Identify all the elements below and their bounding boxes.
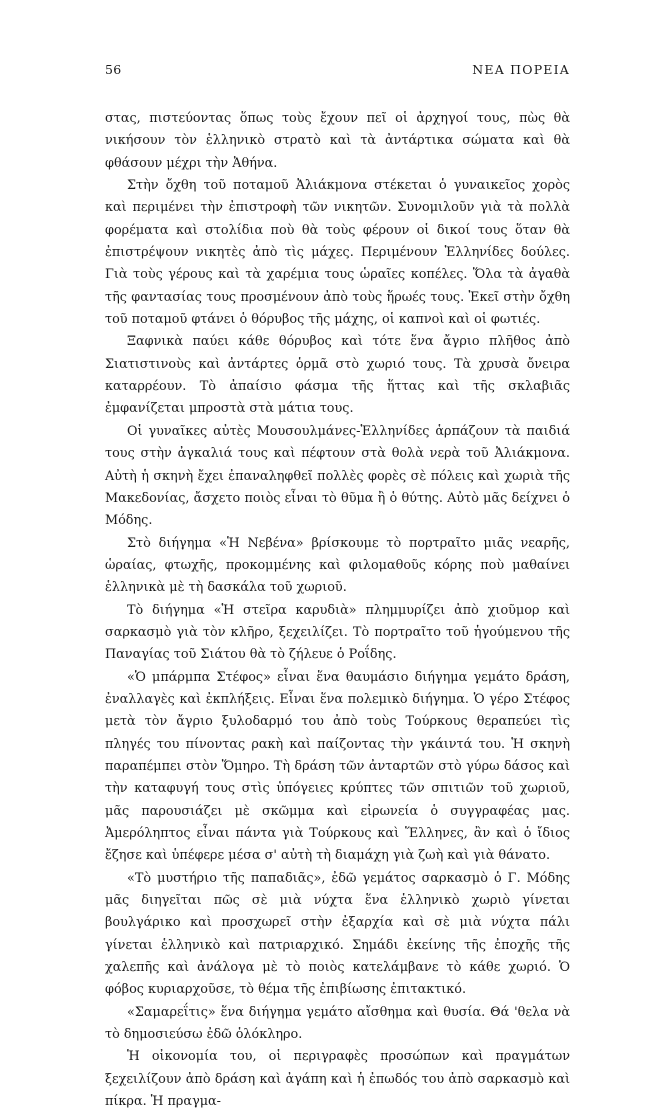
running-head: ΝΕΑ ΠΟΡΕΙΑ: [472, 62, 570, 77]
paragraph: «Ὁ μπάρμπα Στέφος» εἶναι ἕνα θαυμάσιο διήγημα γεμάτο δράση, ἐναλλαγὲς καὶ ἐκπλήξεις. Εἶναι ἕνα πολεμικὸ διήγημα. Ὁ γέρο Στέφος μετὰ τὸν ἄγριο ξυλοδαρμό του ἀπὸ τοὺς Τούρκους θεραπεύει τὶς πληγές του πίνοντας ρακὴ καὶ παίζοντας τὴν γκάιντά του. Ἡ σκηνὴ παραπέμπει στὸν Ὅμηρο. Τὴ δράση τῶν ἀνταρτῶν στὸ γύρω δάσος καὶ τὴν καταφυγή τους στὶς ὑπόγειες κρύπτες τῶν σπιτιῶν τοῦ χωριοῦ, μᾶς παρουσιάζει μὲ σκῶμμα καὶ εἰρωνεία ὁ συγγραφέας μας. Ἀμερόληπτος εἶναι πάντα γιὰ Τούρκους καὶ Ἕλληνες, ἂν καὶ ὁ ἴδιος ἔζησε καὶ ὑπέφερε μέσα σ' αὐτὴ τὴ διαμάχη γιὰ ζωὴ καὶ γιὰ θάνατο.: [105, 669, 570, 864]
paragraph: «Σαμαρεΐτις» ἕνα διήγημα γεμάτο αἴσθημα καὶ θυσία. Θά 'θελα νὰ τὸ δημοσιεύσω ἐδῶ ὁλόκληρο.: [105, 1004, 570, 1043]
page-number: 56: [105, 62, 122, 77]
paragraph: Στὸ διήγημα «Ἡ Νεβένα» βρίσκουμε τὸ πορτραῖτο μιᾶς νεαρῆς, ὡραίας, φτωχῆς, προκομμένης καὶ φιλομαθοῦς κόρης ποὺ μαθαίνει ἑλληνικὰ μὲ τὴ δασκάλα τοῦ χωριοῦ.: [105, 535, 570, 596]
body-text: [105, 108, 570, 1113]
paragraph: «Τὸ μυστήριο τῆς παπαδιᾶς», ἐδῶ γεμάτος σαρκασμὸ ὁ Γ. Μόδης μᾶς διηγεῖται πῶς σὲ μιὰ νύχτα ἕνα ἑλληνικὸ χωριὸ γίνεται βουλγάρικο καὶ προσχωρεῖ στὴν ἐξαρχία καὶ σὲ μιὰ νύχτα πάλι γίνεται ἑλληνικὸ καὶ πατριαρχικό. Σημάδι ἐκείνης τῆς ἐποχῆς τῆς χαλεπῆς καὶ ἀνάλογα μὲ τὸ ποιὸς κατελάμβανε τὸ κάθε χωριό. Ὁ φόβος κυριαρχοῦσε, τὸ θέμα τῆς ἐπιβίωσης ἐπιτακτικό.: [105, 870, 570, 998]
page-header: [105, 62, 570, 80]
paragraph: Τὸ διήγημα «Ἡ στεῖρα καρυδιὰ» πλημμυρίζει ἀπὸ χιοῦμορ καὶ σαρκασμὸ γιὰ τὸν κλῆρο, ξεχειλίζει. Τὸ πορτραῖτο τοῦ ἡγούμενου τῆς Παναγίας τοῦ Σιάτου θὰ τὸ ζήλευε ὁ Ροΐδης.: [105, 602, 570, 663]
paragraph: Ξαφνικὰ παύει κάθε θόρυβος καὶ τότε ἕνα ἄγριο πλῆθος ἀπὸ Σιατιστινοὺς καὶ ἀντάρτες ὁρμᾶ στὸ χωριό τους. Τὰ χρυσὰ ὄνειρα καταρρέουν. Τὸ ἀπαίσιο φάσμα τῆς ἥττας καὶ τῆς σκλαβιᾶς ἐμφανίζεται μπροστὰ στὰ μάτια τους.: [105, 334, 570, 417]
paragraph: Στὴν ὄχθη τοῦ ποταμοῦ Ἀλιάκμονα στέκεται ὁ γυναικεῖος χορὸς καὶ περιμένει τὴν ἐπιστροφὴ τῶν νικητῶν. Συνομιλοῦν γιὰ τὰ πολλὰ φορέματα καὶ στολίδια ποὺ θὰ τοὺς φέρουν οἱ δικοί τους ὅταν θὰ ἐπιστρέψουν νικητὲς ἀπὸ τὶς μάχες. Περιμένουν Ἑλληνίδες δούλες. Γιὰ τοὺς γέρους καὶ τὰ χαρέμια τους ὡραῖες κοπέλες. Ὅλα τὰ ἀγαθὰ τῆς φαντασίας τους προσμένουν ἀπὸ τοὺς ἥρωές τους. Ἐκεῖ στὴν ὄχθη τοῦ ποταμοῦ φτάνει ὁ θόρυβος τῆς μάχης, οἱ καπνοὶ καὶ οἱ φωτιές.: [105, 178, 570, 328]
paragraph: Ἡ οἰκονομία του, οἱ περιγραφὲς προσώπων καὶ πραγμάτων ξεχειλίζουν ἀπὸ δράση καὶ ἀγάπη καὶ ἡ ἐπωδός του ἀπὸ σαρκασμὸ καὶ πίκρα. Ἡ πραγμα-: [105, 1049, 570, 1110]
paragraph: Οἱ γυναῖκες αὐτὲς Μουσουλμάνες-Ἑλληνίδες ἁρπάζουν τὰ παιδιά τους στὴν ἀγκαλιά τους καὶ πέφτουν στὰ θολὰ νερὰ τοῦ Ἀλιάκμονα. Αὐτὴ ἡ σκηνὴ ἔχει ἐπαναληφθεῖ πολλὲς φορὲς σὲ πόλεις καὶ χωριὰ τῆς Μακεδονίας, ἄσχετο ποιὸς εἶναι τὸ θῦμα ἢ ὁ θύτης. Αὐτὸ μᾶς δείχνει ὁ Μόδης.: [105, 423, 570, 529]
paragraph: στας, πιστεύοντας ὅπως τοὺς ἔχουν πεῖ οἱ ἀρχηγοί τους, πὼς θὰ νικήσουν τὸν ἑλληνικὸ στρατὸ καὶ τὰ ἀντάρτικα σώματα καὶ θὰ φθάσουν μέχρι τὴν Ἀθήνα.: [105, 111, 570, 171]
